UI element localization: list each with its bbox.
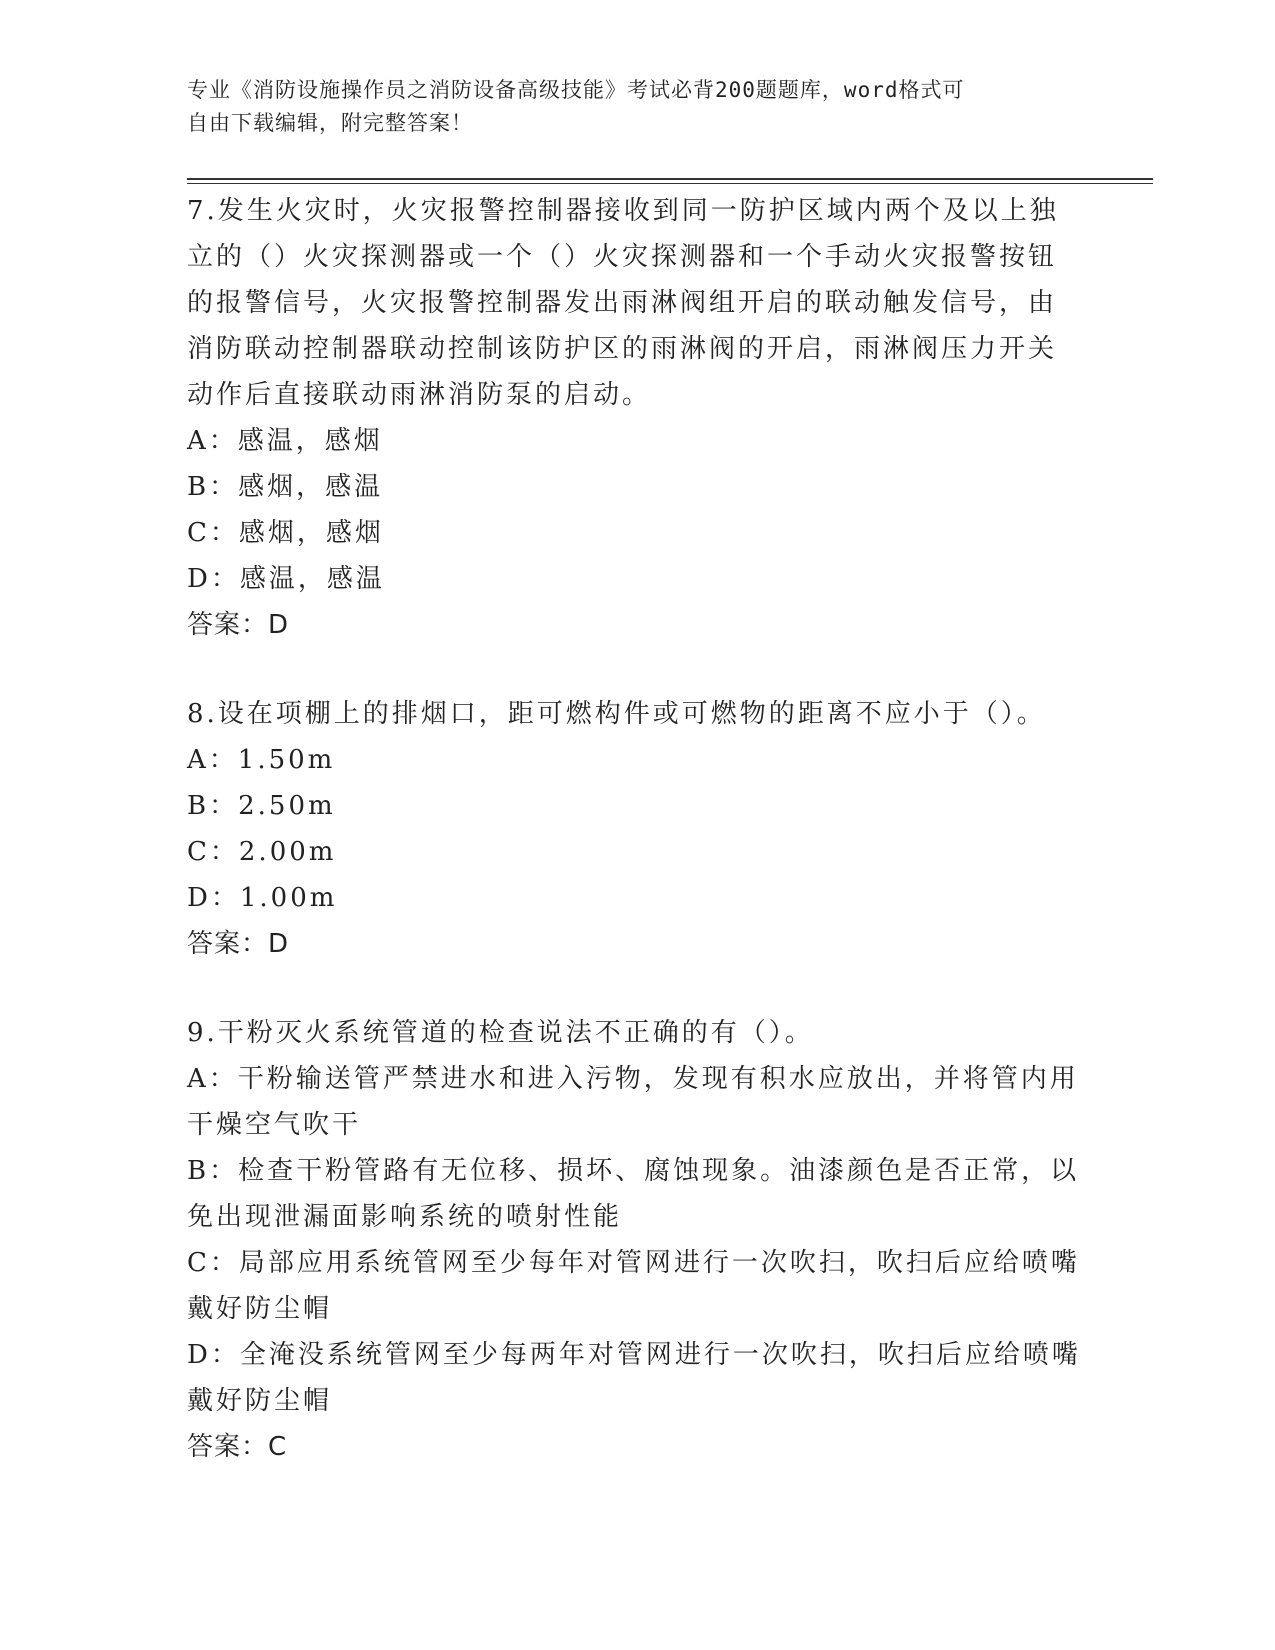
- answer: 答案：D: [187, 929, 290, 959]
- answer: 答案：C: [187, 1432, 288, 1462]
- document-header: [187, 74, 1067, 140]
- header-divider-thick: [187, 178, 1153, 180]
- option-c: C：局部应用系统管网至少每年对管网进行一次吹扫，吹扫后应给喷嘴戴好防尘帽: [187, 1248, 1080, 1324]
- question-text: 9.干粉灭火系统管道的检查说法不正确的有（）。: [187, 1018, 814, 1048]
- header-divider-thin: [187, 183, 1153, 184]
- option-d: D：1.00m: [187, 883, 338, 913]
- option-a: A：干粉输送管严禁进水和进入污物，发现有积水应放出，并将管内用干燥空气吹干: [187, 1064, 1079, 1140]
- option-b: B：检查干粉管路有无位移、损坏、腐蚀现象。油漆颜色是否正常，以免出现泄漏面影响系统的喷射性能: [187, 1156, 1080, 1232]
- question-7: [187, 188, 1087, 648]
- option-d: D：感温，感温: [187, 564, 385, 594]
- option-d: D：全淹没系统管网至少每两年对管网进行一次吹扫，吹扫后应给喷嘴戴好防尘帽: [187, 1340, 1081, 1416]
- option-b: B：2.50m: [187, 791, 336, 821]
- option-a: A：1.50m: [187, 745, 336, 775]
- header-line-2: 自由下载编辑，附完整答案！: [187, 111, 473, 135]
- header-line-1: 专业《消防设施操作员之消防设备高级技能》考试必背200题题库，word格式可: [187, 78, 965, 102]
- option-a: A：感温，感烟: [187, 426, 383, 456]
- option-c: C：2.00m: [187, 837, 337, 867]
- option-c: C：感烟，感烟: [187, 518, 384, 548]
- question-8: [187, 691, 1087, 967]
- answer: 答案：D: [187, 610, 290, 640]
- question-9: [187, 1010, 1087, 1470]
- option-b: B：感烟，感温: [187, 472, 384, 502]
- question-text: 8.设在项棚上的排烟口，距可燃构件或可燃物的距离不应小于（）。: [187, 699, 1046, 729]
- question-text: 7.发生火灾时，火灾报警控制器接收到同一防护区域内两个及以上独立的（）火灾探测器或一个（）火灾探测器和一个手动火灾报警按钮的报警信号，火灾报警控制器发出雨淋阀组开启的联动触发信号，由消防联动控制器联动控制该防护区的雨淋阀的开启，雨淋阀压力开关动作后直接联动雨淋消防泵的启动。: [187, 196, 1059, 410]
- question-list: [187, 188, 1087, 1470]
